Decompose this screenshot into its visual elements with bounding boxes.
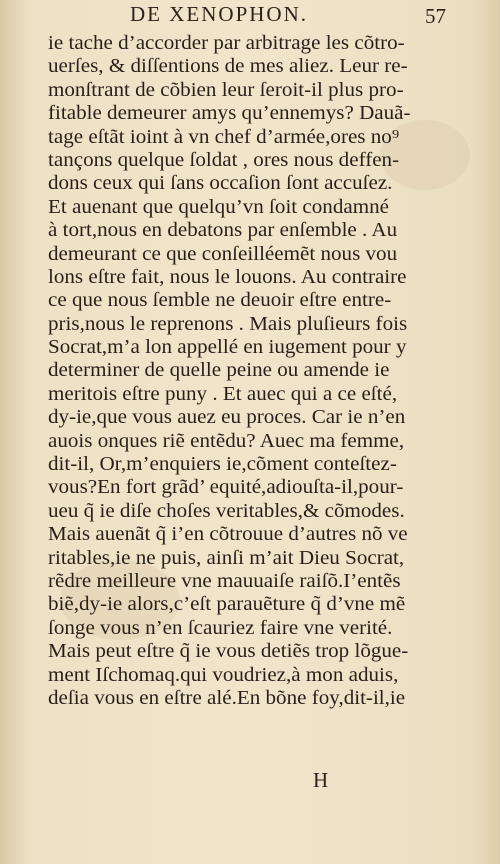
- text-line: demeurant ce que conſeilléemẽt nous vou: [48, 243, 398, 265]
- text-line: Mais peut eſtre q̃ ie vous detiẽs trop lõgue-: [48, 641, 409, 663]
- text-line: dy-ie,que vous auez eu proces. Car ie n’en: [48, 407, 406, 429]
- text-line: tage eſtãt ioint à vn chef d’armée,ores no⁹: [48, 126, 400, 148]
- text-line: Mais auenãt q̃ i’en cõtrouue d’autres nõ ve: [48, 524, 408, 546]
- text-line: ce que nous ſemble ne deuoir eſtre entre-: [48, 290, 392, 312]
- text-line: ueu q̃ ie diſe choſes veritables,& cõmodes.: [48, 500, 405, 522]
- text-line: lons eſtre fait, nous le louons. Au contraire: [48, 266, 407, 288]
- text-line: dons ceux qui ſans occaſion ſont accuſez.: [48, 173, 393, 195]
- text-line: ritables,ie ne puis, ainſi m’ait Dieu Socrat,: [48, 547, 405, 569]
- text-line: meritois eſtre puny . Et auec qui a ce eſté,: [48, 383, 398, 405]
- text-line: ſonge vous n’en ſcauriez faire vne verité.: [48, 617, 393, 639]
- body-text: [48, 32, 428, 710]
- text-line: monſtrant de cõbien leur ſeroit-il plus pro-: [48, 79, 404, 101]
- text-line: uerſes, & diſſentions de mes aliez. Leur re-: [48, 56, 408, 78]
- text-line: determiner de quelle peine ou amende ie: [48, 360, 390, 382]
- text-line: ie tache d’accorder par arbitrage les cõtro-: [48, 33, 405, 54]
- text-line: Et auenant que quelqu’vn ſoit condamné: [48, 196, 389, 218]
- text-line: biẽ,dy-ie alors,c’eſt parauẽture q̃ d’vne mẽ: [48, 594, 406, 616]
- running-head: DE XENOPHON.: [130, 2, 308, 26]
- signature-mark: H: [313, 768, 329, 792]
- text-line: dit-il, Or,m’enquiers ie,cõment conteſtez-: [48, 454, 397, 476]
- text-line: fitable demeurer amys qu’ennemys? Dauã-: [48, 103, 411, 125]
- text-line: pris,nous le reprenons . Mais pluſieurs fois: [48, 313, 408, 335]
- text-line: deſia vous en eſtre alé.En bõne foy,dit-il,ie: [48, 687, 406, 709]
- text-line: ment Iſchomaq.qui voudriez,à mon aduis,: [48, 664, 399, 686]
- text-line: à tort,nous en debatons par enſemble . Au: [48, 220, 398, 242]
- text-line: Socrat,m’a lon appellé en iugement pour y: [48, 337, 407, 359]
- text-line: vous?En fort grãd’ equité,adiouſta-il,pour-: [48, 477, 404, 499]
- text-line: tançons quelque ſoldat , ores nous deffen-: [48, 149, 400, 171]
- text-line: auois onques riẽ entẽdu? Auec ma femme,: [48, 430, 405, 452]
- text-line: rẽdre meilleure vne mauuaiſe raiſõ.I’entẽs: [48, 570, 401, 592]
- page-number: 57: [425, 4, 446, 28]
